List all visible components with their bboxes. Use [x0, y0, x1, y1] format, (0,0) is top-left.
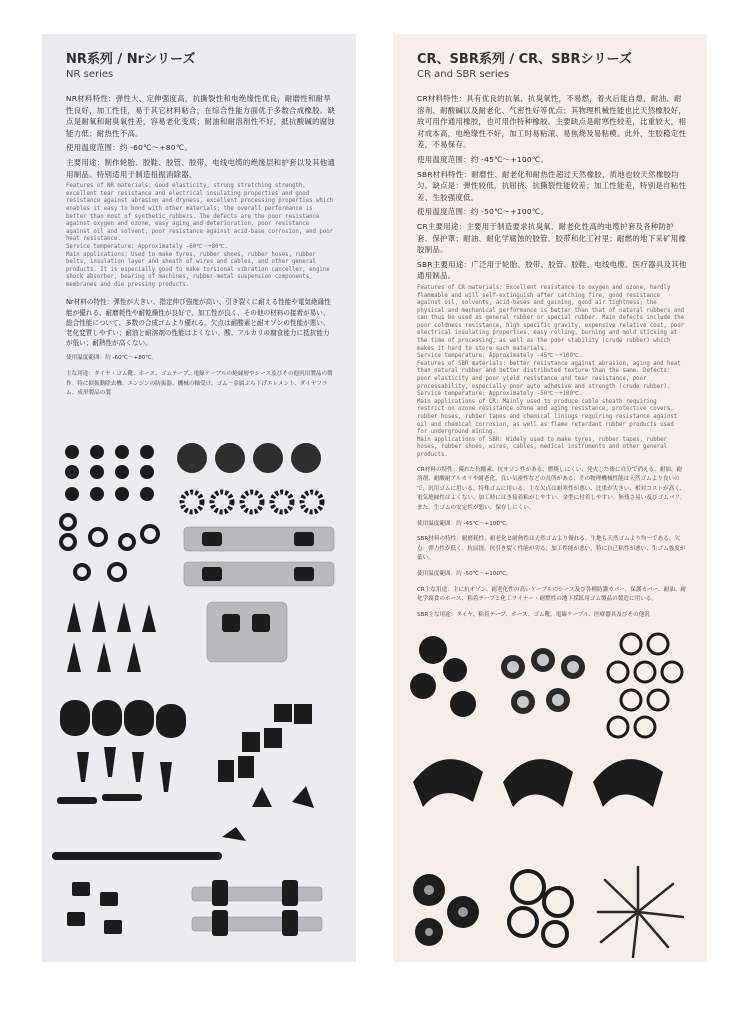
- sbr-en-properties: Features of SBR materials: better resistance against abrasion, aging and heat than natural rubber and better distributed texture than the same. Defects: poor elasticity and poor yield resistance and tear resistance, poor processability, especially poor auto adhesive and strength (crude rubber).: [417, 360, 681, 390]
- sbr-jp-properties: SBR材料の特性：耐磨耗性、耐老化と耐熱性は天然ゴムより優れる、生地も天然ゴムより均一である。欠点：弾力性が低く、抗屈挠、抗引き裂く性能が劣る；加工性能が悪い，特に自己粘性が悪い、生ゴム強度が低い。: [417, 536, 686, 562]
- nr-series-subtitle: NR series: [66, 69, 114, 80]
- cr-en-properties: Features of CR materials: Excellent resistance to oxygen and ozone, hardly flammable and will self-extinguish after catching fire, good resistance against oil, solvents, acid-bases and gaining, good air tightness; the physical and mechanical performance is better than that of natural rubbers and can thus be used as general rubber or special rubber. Main defects include the poor coldness resistance, high specific gravity, expensive relative cost, poor electrical insulating properties, easy rolling, burning and mold sticking at the time of processing, as well as the poor stability (crude rubber) which makes it hard to store such materials.: [417, 284, 685, 352]
- nr-zh-properties: NR材料特性：弹性大、定伸强度高，抗撕裂性和电绝缘性优良，耐磨性和耐旱性良好，加工性佳，易于其它材料粘合，在综合性能方面优于多数合成橡胶。缺点是耐氧和耐臭氧性差，容易老化变质；耐油和耐溶剂性不好，抵抗酸碱的腐蚀能力低；耐热性不高。: [66, 94, 336, 138]
- cr-zh-temperature: 使用温度范围：约 -45℃～+100℃。: [417, 154, 549, 164]
- nr-jp-applications: 主な用途：タイヤ・ゴム靴、ホース、ゴムテープ、電線ケーブルの絶縁層やシース及びその他汎用製品の製作。特に捩振動除去機、エンジンの防振器、機械の軸受け、ゴム－金属ぶら下げエレメント、ダイヤフラム、成形製品の製: [66, 371, 333, 397]
- nr-series-panel: [42, 34, 356, 962]
- cr-jp-properties: CR材料の特性：優れた抗酸素、抗オゾン性がある、燃焼しにくい、発火した後に自分で消える、耐油、耐溶剤、耐酸耐アルカリや耐老化、良い気密性などの長所がある；その物理機械性能は天然ゴムより良いので、汎用ゴムに用いる、特殊ゴムに用いる。主な欠点は耐寒性が悪い、比重が大きい、相対コストが高く、電気絶縁性はよくない、加工時にはき接着粘がしやすい、金型に付着しやすい。無残さ易い及びゴムバリ。また、生ゴムの安定性が悪い、保存しにくい。: [417, 466, 686, 511]
- rubber-block-group: [218, 704, 312, 782]
- damper-group: [222, 786, 314, 841]
- cr-en-applications: Main applications of CR: Mainly used to produce cable sheath requiring restrict on ozone resistance ozone and aging resistance, protective covers, rubber hoses, rubber tapes and chemical linings requiring resistance against oil and chemical corrosion, as well as flame retardant rubber products used for underground mining.: [417, 398, 678, 436]
- rubber-gear-group: [410, 636, 476, 717]
- sbr-en-temperature: Service temperature: Approximately -50℃～+100℃.: [417, 391, 583, 398]
- rubber-disc-group: [413, 874, 479, 946]
- push-pin-group: [57, 747, 172, 804]
- nr-en-temperature: Service temperature: Approximately -60℃～+80℃.: [66, 243, 229, 250]
- cylinder-mount-group: [67, 882, 122, 934]
- cr-zh-applications: CR主要用途：主要用于制造要求抗臭氧、耐老化性高的电缆护套及各种防护套、保护罩；耐油、耐化学腐蚀的胶管、胶带和化工衬里；耐燃的地下采矿用橡胶制品。: [417, 221, 687, 255]
- nr-en-properties: Features of NR materials: Good elasticity, strong stretching strength, excellent tear resistance and electrical insulating properties and good resistance against abrasion and dryness, excellent processing properties which enables it easy to bond with other materials; the overall performance is better than most of synthetic rubbers. The defects are the poor resistance against oxygen and ozone, easy aging and deterioration, poor resistance against oil and solvent, poor resistance against acid-base corrosion, and poor heat resistance.: [66, 183, 334, 243]
- cr-sbr-rubber-parts-photo: [393, 622, 707, 962]
- wiper-blade-group: [598, 867, 683, 957]
- nr-zh-temperature: 使用温度范围：约 -60℃～+80℃。: [66, 143, 193, 153]
- cr-sbr-series-panel: [393, 34, 707, 962]
- o-ring-group: [608, 634, 682, 737]
- sbr-zh-applications: SBR主要用途：广泛用于轮胎、胶带、胶管、胶鞋、电线电缆、医疗器具及其他通用制品。: [417, 259, 687, 281]
- sbr-en-applications: Main applications of SBR: Widely used to make tyres, rubber tapes, rubber hoses, rubber shoes, wires, cables, medical instruments and other general products.: [417, 436, 667, 458]
- sbr-jp-temperature: 使用温度範囲：約 -50℃～+100℃。: [417, 570, 512, 577]
- rubber-rings-group: [61, 515, 158, 580]
- sbr-zh-temperature: 使用温度范围：约 -50℃～+100℃。: [417, 207, 549, 217]
- nr-zh-applications: 主要用途：制作轮胎、胶鞋、胶管、胶带、电线电缆的绝缘层和护套以及其他通用制品。特别适用于制造扭振消除器、: [66, 157, 336, 179]
- cr-sbr-series-title: CR、SBR系列 / CR、SBRシリーズ: [417, 52, 632, 67]
- rubber-caps-group: [65, 445, 154, 501]
- gear-ring-group: [182, 492, 322, 512]
- cr-sbr-series-subtitle: CR and SBR series: [417, 69, 510, 80]
- metal-bracket-group: [184, 527, 334, 662]
- sbr-zh-properties: SBR材料特性：耐磨性、耐老化和耐热性超过天然橡胶，质地也较天然橡胶均匀。缺点是：弹性较低，抗屈挠、抗撕裂性能较差；加工性能差，特别是自粘性差、生胶强度低。: [417, 169, 687, 202]
- nr-jp-temperature: 使用温度範囲：約 -60℃～+80℃。: [66, 355, 158, 362]
- nr-en-applications: Main applications: Used to make tyres, rubber shoes, rubber hoses, rubber belts, insulation layer and sheath of wires and cables, and other general products. It is especially good to make torsional vibration canceller, engine shock absorber, bearing of machines, rubber-metal suspension components, membranes and die pressing products.: [66, 251, 330, 288]
- rubber-strip: [52, 852, 222, 860]
- nr-jp-properties: Nr材料の特性：弾性が大きい、指定伸び強度が高い、引き裂くに耐える性能や電気絶縁性能が優れる、耐磨耗性や耐乾燥性が良好で、加工性が良く、その他の材料の接着が易い、総合性能について、多数の合成ゴムより優れる。欠点は耐酸素と耐オゾンの性能が悪い、老化変質しやすい；耐油と耐溶剤の性能はよくない、酸、アルカリの腐食能力に抵抗能力が低い；耐熱性が高くない。: [66, 298, 331, 348]
- cr-jp-temperature: 使用温度範囲：約 -45℃～+100℃。: [417, 520, 512, 527]
- bearing-group: [501, 648, 585, 714]
- nr-series-title: NR系列 / Nrシリーズ: [66, 52, 196, 67]
- sbr-jp-applications: SBR主な用途：タイヤ、粘着テープ、ホース、ゴム靴、電線ケーブル、医療器具及びその他汎: [417, 611, 650, 618]
- cr-zh-properties: CR材料特性：具有优良的抗氧、抗臭氧性，不易燃，着火后能自熄，耐油、耐溶剂、耐酸碱以及耐老化、气密性好等优点；其物理机械性能也比天然橡胶好，故可用作通用橡胶，也可用作特种橡胶。主要缺点是耐寒性较差，比重较大，相对成本高，电绝缘性不好，加工时易粘滚、易焦烧及易粘模。此外，生胶稳定性差，不易保存。: [417, 94, 687, 150]
- cr-jp-applications: CR主な用途：主に抗オゾン、耐老化性の高いケーブルのシース及び各種防護カバー、保護カバー、耐油、耐化学腐食のホース、粘着テープと化工ライナー・耐燃性の地下採鉱用ゴム製品の製造に用いる。: [417, 586, 687, 603]
- mount-rail-group: [192, 880, 322, 936]
- cr-en-temperature: Service temperature: Approximately -45℃～+100℃.: [417, 353, 583, 360]
- rubber-knobs-group: [177, 443, 321, 473]
- rubber-spike-group: [67, 600, 156, 672]
- nr-rubber-parts-photo: [42, 442, 356, 942]
- curved-segment-group: [413, 759, 663, 807]
- rubber-bumper-group: [60, 700, 186, 738]
- seal-ring-group: [509, 871, 572, 946]
